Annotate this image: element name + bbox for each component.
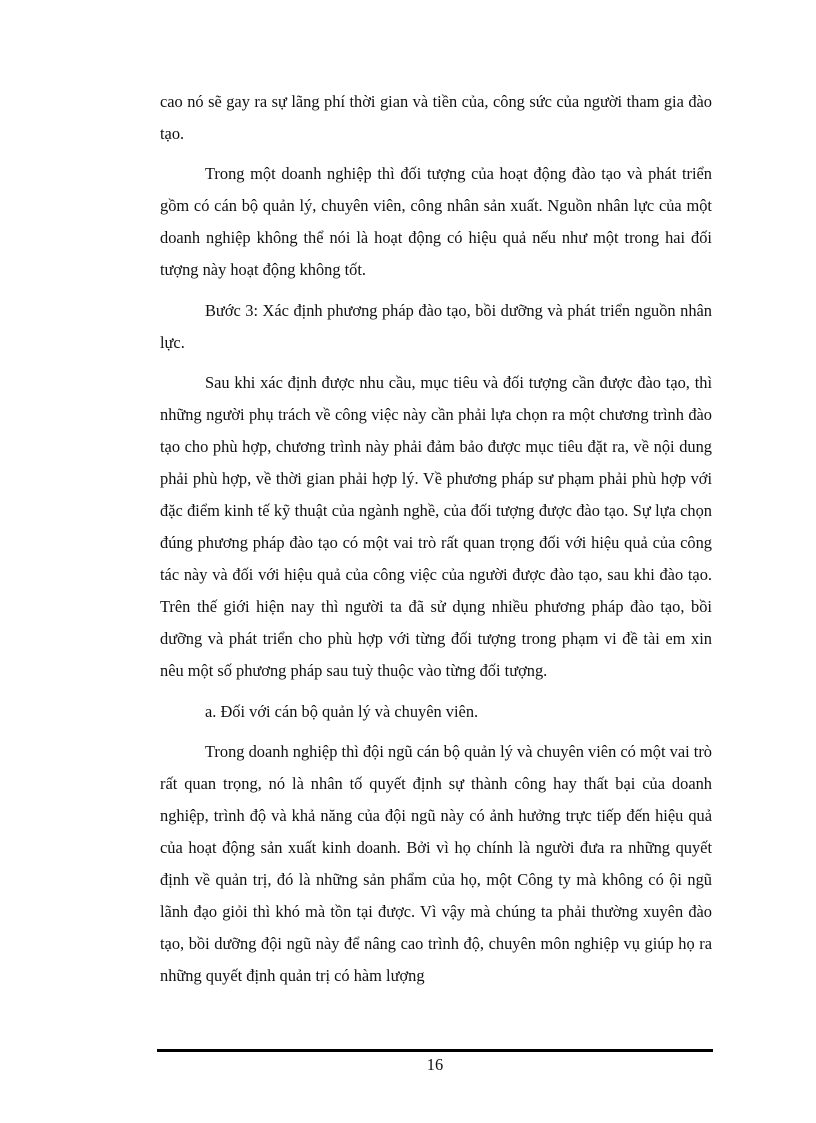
document-body <box>160 86 712 1000</box>
paragraph-section-a-heading: a. Đối với cán bộ quản lý và chuyên viên. <box>205 701 479 721</box>
paragraph-step-3-heading: Bước 3: Xác định phương pháp đào tạo, bồi dưỡng và phát triển nguồn nhân lực. <box>160 300 712 352</box>
paragraph-1: cao nó sẽ gay ra sự lãng phí thời gian và tiền của, công sức của người tham gia đào tạo. <box>160 92 712 143</box>
footer-divider <box>157 1049 713 1052</box>
paragraph-6: Trong doanh nghiệp thì đội ngũ cán bộ quản lý và chuyên viên có một vai trò rất quan trọng, nó là nhân tố quyết định sự thành công hay thất bại của doanh nghiệp, trình độ và khả năng của đội ngũ này có ảnh hưởng trực tiếp đến hiệu quả của hoạt động sản xuất kinh doanh. Bởi vì họ chính là người đưa ra những quyết định về quản trị, đó là những sản phẩm của họ, một Công ty mà không có ội ngũ lãnh đạo giỏi thì khó mà tồn tại được. Vì vậy mà chúng ta phải thường xuyên đào tạo, bồi dưỡng đội ngũ này để nâng cao trình độ, chuyên môn nghiệp vụ giúp họ ra những quyết định quản trị có hàm lượng <box>160 741 712 985</box>
paragraph-4: Sau khi xác định được nhu cầu, mục tiêu và đối tượng cần được đào tạo, thì những người phụ trách về công việc này cần phải lựa chọn ra một chương trình đào tạo cho phù hợp, chương trình này phải đảm bảo được mục tiêu đặt ra, về nội dung phải phù hợp, về thời gian phải hợp lý. Về phương pháp sư phạm phải phù hợp với đặc điểm kinh tế kỹ thuật của ngành nghề, của đối tượng được đào tạo. Sự lựa chọn đúng phương pháp đào tạo có một vai trò rất quan trọng đối với hiệu quả của công tác này và đối với hiệu quả của công việc của người được đào tạo, sau khi đào tạo. Trên thế giới hiện nay thì người ta đã sử dụng nhiều phương pháp đào tạo, bồi dưỡng và phát triển cho phù hợp với từng đối tượng trong phạm vi đề tài em xin nêu một số phương pháp sau tuỳ thuộc vào từng đối tượng. <box>160 373 712 681</box>
page-number: 16 <box>426 1055 444 1074</box>
paragraph-2: Trong một doanh nghiệp thì đối tượng của hoạt động đào tạo và phát triển gồm có cán bộ quản lý, chuyên viên, công nhân sản xuất. Nguồn nhân lực của một doanh nghiệp không thể nói là hoạt động có hiệu quả nếu như một trong hai đối tượng này hoạt động không tốt. <box>160 164 712 280</box>
